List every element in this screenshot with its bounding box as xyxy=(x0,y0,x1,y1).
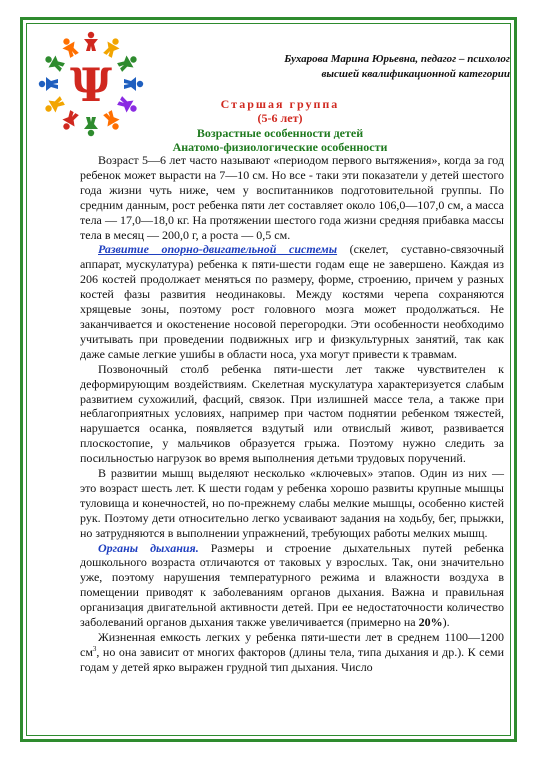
article-body xyxy=(80,153,504,675)
author-block xyxy=(180,52,510,82)
paragraph-growth: Возраст 5—6 лет часто называют «периодом первого вытяжения», когда за год ребенок может вырасти на 7—10 см. Но все - таки эти показатели у детей шестого года жизни чуть ниже, чем у воспитанников подготовительной группы. По средним данным, рост ребенка пяти лет составляет около 106,0—107,0 см, а масса тела — 17,0—18,0 кг. На протяжении шестого года жизни средняя прибавка массы тела в месяц — 200,0 г, а роста — 0,5 см. xyxy=(80,153,504,242)
paragraph-musculoskeletal xyxy=(80,242,504,361)
features-heading: Возрастные особенности детей xyxy=(196,126,364,140)
lung-capacity-text-a: Жизненная емкость легких у ребенка пяти-шести лет в среднем 1100—1200 см xyxy=(80,630,504,659)
term-respiratory: Органы дыхания. xyxy=(98,540,199,555)
author-name: Бухарова Марина Юрьевна, педагог – психолог xyxy=(284,53,510,65)
term-musculoskeletal: Развитие опорно-двигательной системы xyxy=(98,242,338,257)
child-figure-icon xyxy=(101,35,123,59)
child-figure-icon xyxy=(116,52,140,74)
paragraph-respiratory xyxy=(80,541,504,630)
child-figure-icon xyxy=(124,77,143,91)
cubic-superscript: 3 xyxy=(92,644,97,653)
child-figure-icon xyxy=(84,32,98,51)
paragraph-respiratory-text: Размеры и строение дыхательных путей ребенка дошкольного возраста отличаются от таковых у взрослых. Так, они значительно уже, поэтому нарушения температурного режима и влажности воздуха в помещении приводят к заболеваниям органов дыхания. Важна и правильная организация двигательной активности детей. При ее недостаточности количество заболеваний органов дыхания также увеличивается (примерно на xyxy=(80,540,504,630)
anatomy-heading: Анатомо-физиологические особенности xyxy=(172,140,388,154)
group-title: Старшая группа xyxy=(220,97,340,111)
paragraph-muscles: В развитии мышц выделяют несколько «ключевых» этапов. Один из них — это возраст шесть лет. К шести годам у ребенка хорошо развиты крупные мышцы туловища и конечностей, но по-прежнему слабы мелкие мышцы, особенно кистей рук. Поэтому дети относительно легко усваивают задания на ходьбу, бег, прыжки, но затрудняются в выполнении упражнений, требующих работы мелких мышц. xyxy=(80,466,504,540)
child-figure-icon xyxy=(39,77,58,91)
paragraph-lung-capacity xyxy=(80,630,504,675)
paragraph-respiratory-end: ). xyxy=(442,615,450,630)
child-figure-icon xyxy=(59,35,81,59)
percent-value: 20% xyxy=(418,615,443,630)
age-subtitle: (5-6 лет) xyxy=(257,111,303,125)
paragraph-spine: Позвоночный столб ребенка пяти-шести лет также чувствителен к деформирующим воздействиям. Скелетная мускулатура характеризуется слабым развитием сухожилий, фасций, связок. При излишней массе тела, а также при неблагоприятных условиях, например при частом поднятии ребенком тяжестей, нарушается осанка, появляется вздутый или отвислый живот, развивается плоскостопие, у мальчиков образуется грыжа. Поэтому нужно следить за посильностью нагрузок во время выполнения детьми трудовых поручений. xyxy=(80,361,504,466)
author-category: высшей квалификационной категории xyxy=(321,68,510,80)
psi-symbol: Ψ xyxy=(69,58,113,112)
lung-capacity-text-b: , но она зависит от многих факторов (длины тела, типа дыхания и др.). К семи годам у детей ярко выражен грудной тип дыхания. Число xyxy=(80,644,504,674)
paragraph-musculoskeletal-text: (скелет, суставно-связочный аппарат, мускулатура) ребенка к пяти-шести годам еще не завершено. Каждая из 206 костей продолжает меняться по размеру, форме, строению, причем у разных костей фазы развития неодинаковы. Между костями черепа сохраняются хрящевые зоны, поэтому рост головного мозга может продолжаться. Не заканчивается и окостенение носовой перегородки. Эти особенности необходимо учитывать при проведении подвижных игр и физкультурных занятий, так как даже самые легкие ушибы в области носа, уха могут привести к травмам. xyxy=(80,242,504,361)
child-figure-icon xyxy=(42,52,66,74)
